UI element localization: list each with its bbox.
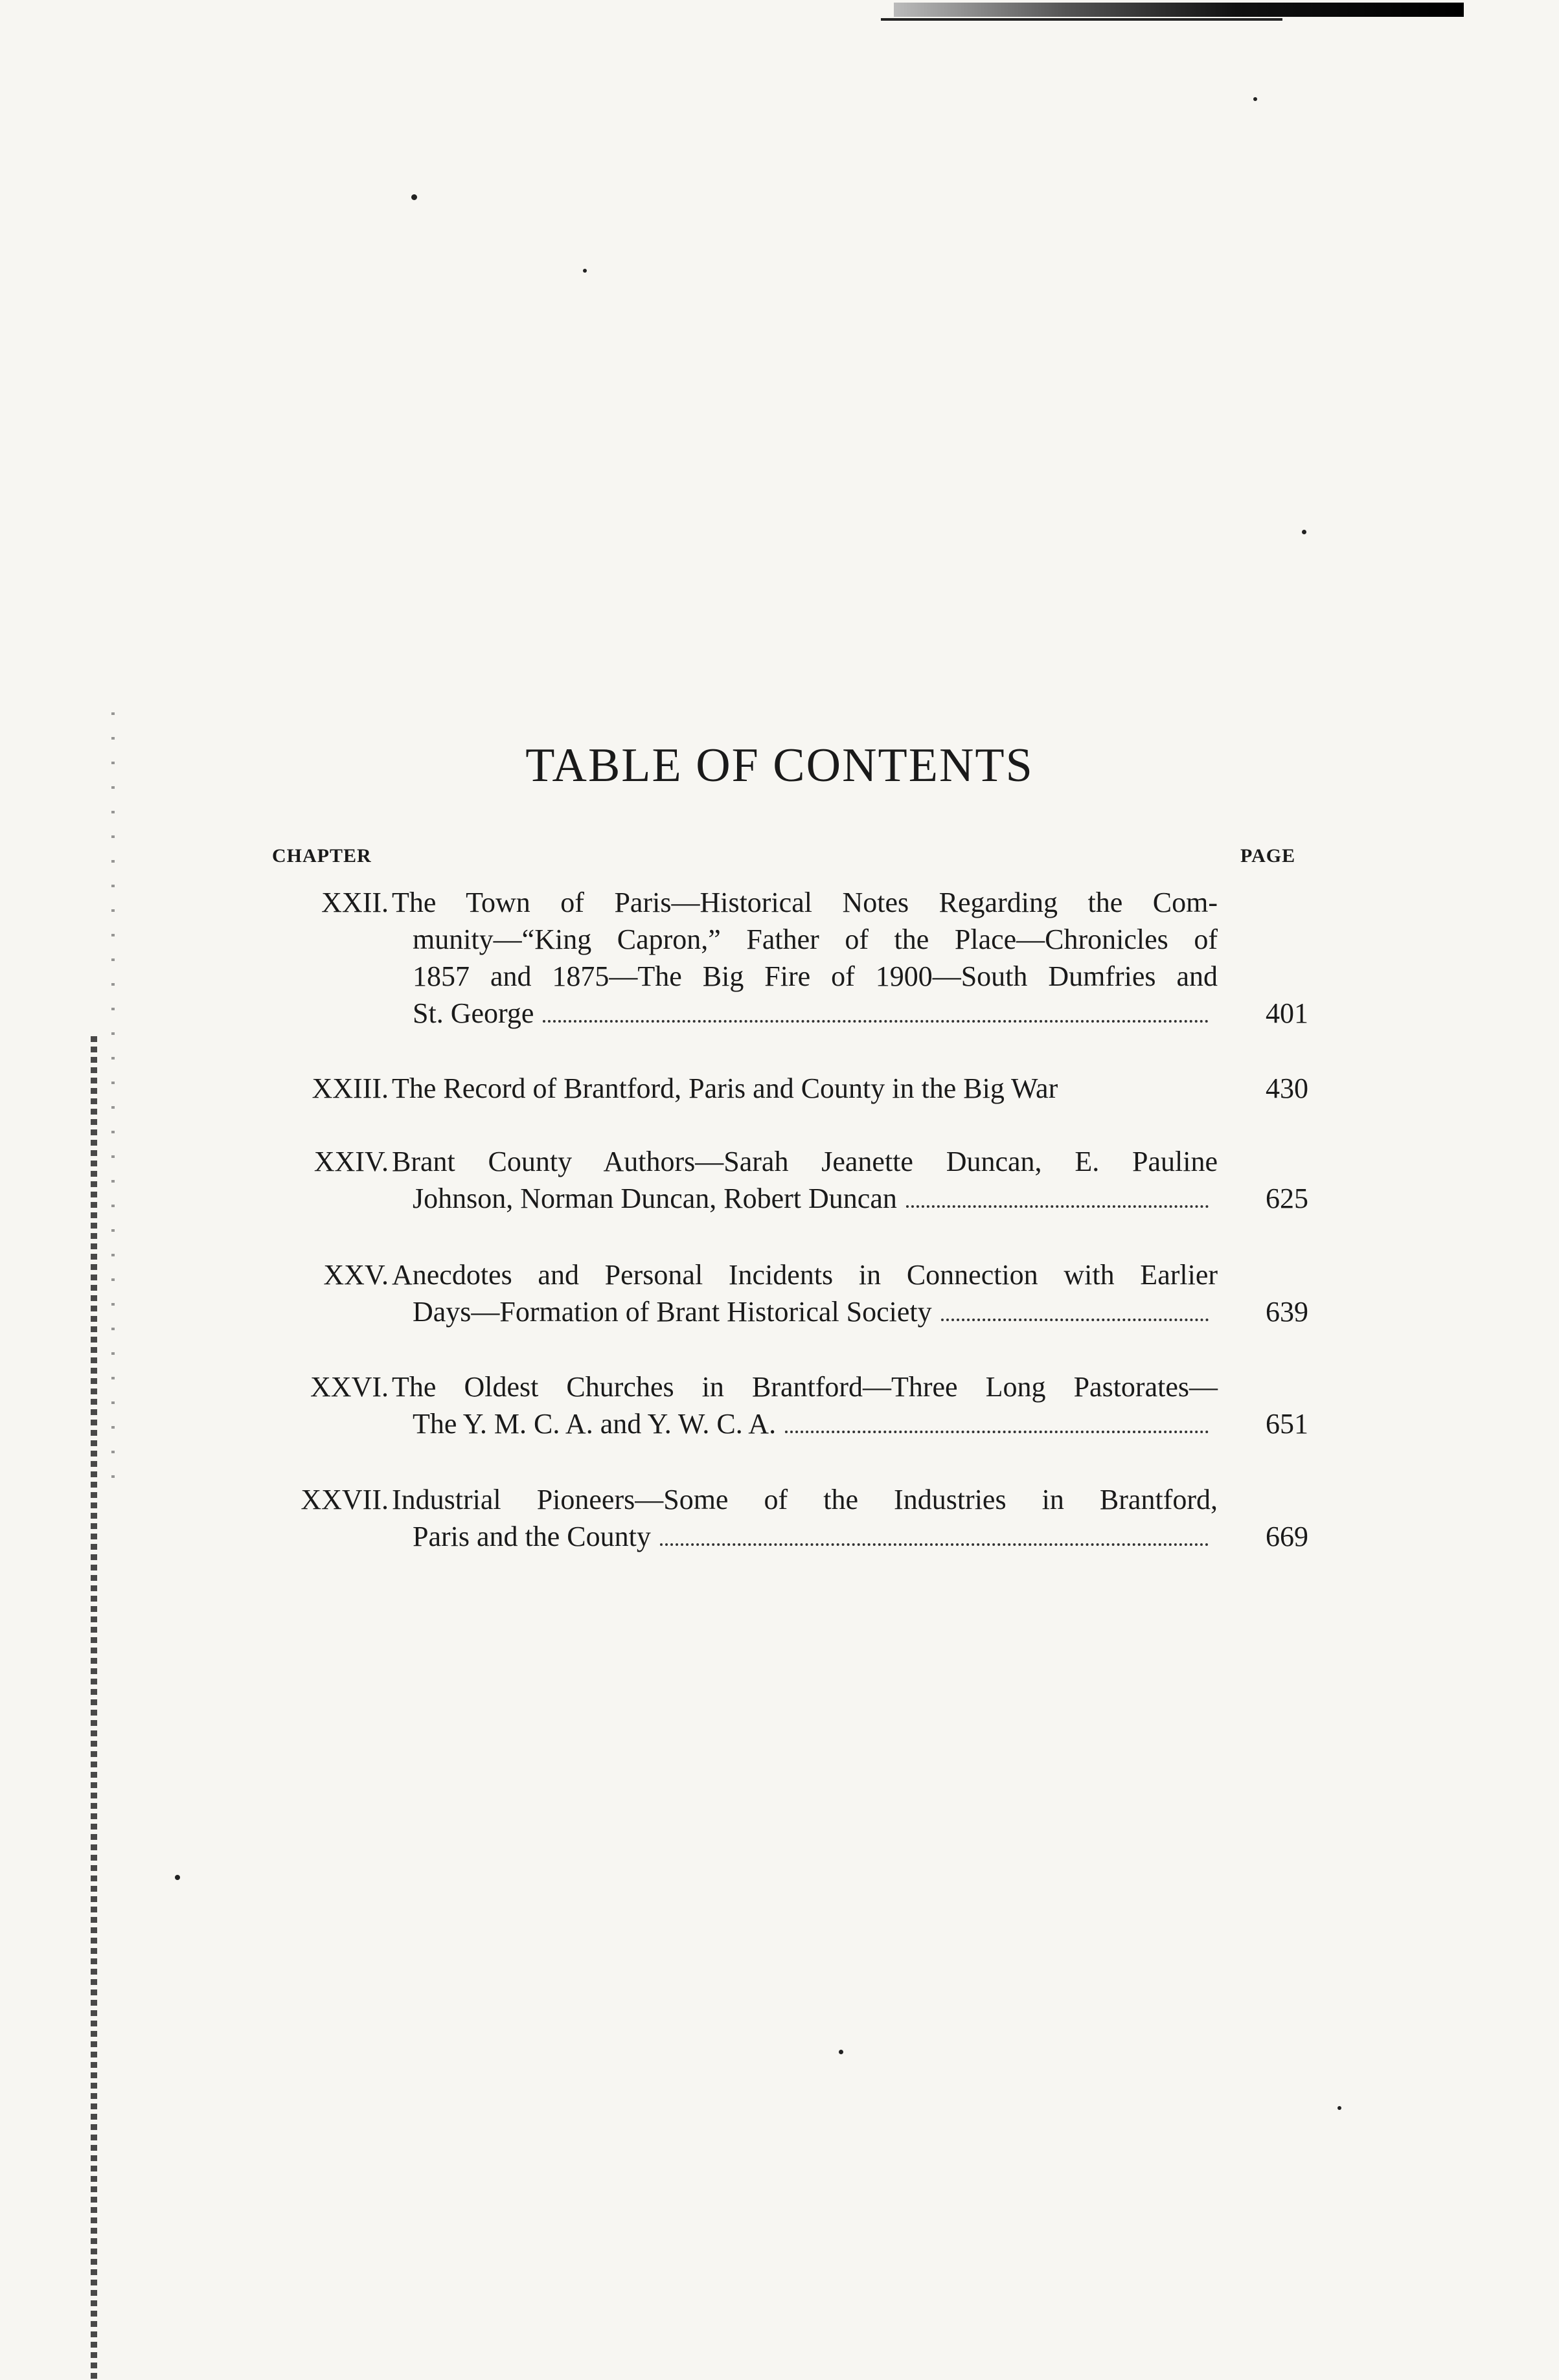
page-number: 669 bbox=[1266, 1521, 1308, 1552]
chapter-title-last-line: St. George bbox=[413, 997, 534, 1029]
chapter-title-line: The Town of Paris—Historical Notes Regarding the Com- bbox=[392, 887, 1218, 918]
dot-leader bbox=[660, 1543, 1209, 1546]
chapter-title-line: munity—“King Capron,” Father of the Place—Chronicles of bbox=[413, 924, 1218, 955]
chapter-title-last-line: The Y. M. C. A. and Y. W. C. A. bbox=[413, 1408, 777, 1440]
chapter-title-last-line: Johnson, Norman Duncan, Robert Duncan bbox=[413, 1183, 897, 1214]
chapter-number: XXIII. bbox=[312, 1072, 389, 1104]
chapter-title-line: Industrial Pioneers—Some of the Industries in Brantford, bbox=[392, 1484, 1218, 1515]
page-number: 651 bbox=[1266, 1408, 1308, 1440]
page-title: TABLE OF CONTENTS bbox=[525, 739, 1034, 792]
chapter-title bbox=[392, 1256, 1218, 1330]
scan-speck bbox=[1302, 530, 1306, 534]
chapter-title-line: Brant County Authors—Sarah Jeanette Duncan, E. Pauline bbox=[392, 1146, 1218, 1177]
page-number: 625 bbox=[1266, 1183, 1308, 1214]
scan-speck bbox=[583, 269, 587, 273]
scan-speck bbox=[411, 194, 417, 200]
chapter-number: XXVI. bbox=[310, 1371, 389, 1403]
chapter-title-line: 1857 and 1875—The Big Fire of 1900—South Dumfries and bbox=[413, 960, 1218, 992]
binding-edge-specks bbox=[111, 712, 115, 1490]
chapter-title bbox=[392, 1481, 1218, 1555]
chapter-title bbox=[392, 884, 1218, 1032]
page-number: 639 bbox=[1266, 1296, 1308, 1328]
scan-speck bbox=[1337, 2106, 1341, 2110]
chapter-title bbox=[392, 1070, 1218, 1107]
top-edge-scan-line bbox=[881, 18, 1282, 21]
dot-leader bbox=[785, 1431, 1209, 1433]
top-edge-scan-mark bbox=[894, 3, 1464, 17]
chapter-number: XXV. bbox=[323, 1259, 389, 1291]
page-number: 430 bbox=[1266, 1072, 1308, 1104]
binding-edge-shadow bbox=[91, 1036, 97, 2380]
chapter-title-last-line: Days—Formation of Brant Historical Society bbox=[413, 1296, 932, 1328]
chapter-title-last-line: The Record of Brantford, Paris and County in the Big War bbox=[392, 1072, 1058, 1104]
chapter-title-last-line: Paris and the County bbox=[413, 1521, 651, 1552]
scan-speck bbox=[839, 2050, 843, 2054]
scan-speck bbox=[175, 1875, 180, 1880]
chapter-number: XXIV. bbox=[313, 1146, 389, 1177]
page-column-header: PAGE bbox=[1240, 845, 1296, 867]
dot-leader bbox=[543, 1020, 1209, 1023]
page-number: 401 bbox=[1266, 997, 1308, 1029]
chapter-title-line: The Oldest Churches in Brantford—Three Long Pastorates— bbox=[392, 1371, 1218, 1403]
chapter-column-header: CHAPTER bbox=[272, 845, 372, 867]
chapter-title bbox=[392, 1143, 1218, 1217]
chapter-number: XXII. bbox=[321, 887, 389, 918]
chapter-number: XXVII. bbox=[301, 1484, 389, 1515]
scan-speck bbox=[1253, 97, 1257, 101]
chapter-title bbox=[392, 1368, 1218, 1442]
chapter-title-line: Anecdotes and Personal Incidents in Connection with Earlier bbox=[392, 1259, 1218, 1291]
dot-leader bbox=[941, 1319, 1209, 1321]
dot-leader bbox=[906, 1205, 1209, 1208]
